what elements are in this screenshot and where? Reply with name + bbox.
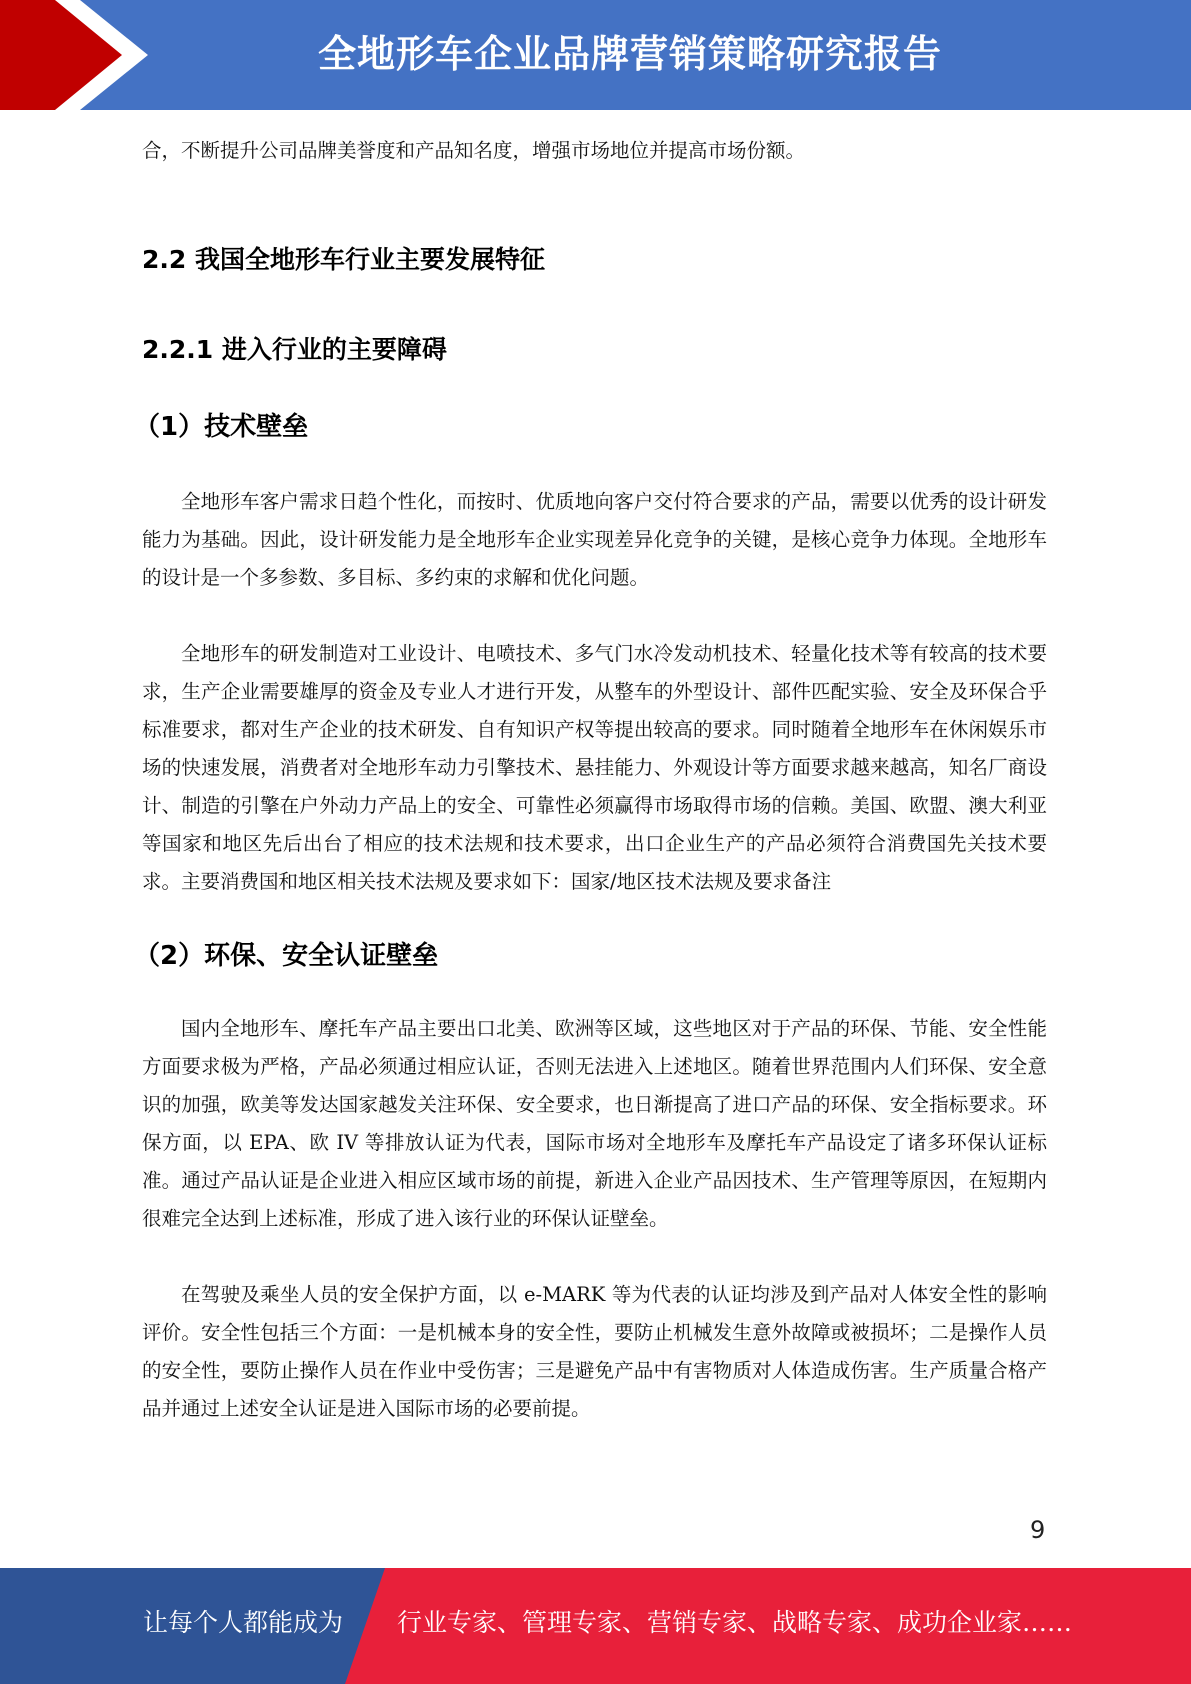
intro-continuation: 合，不断提升公司品牌美誉度和产品知名度，增强市场地位并提高市场份额。 (142, 139, 806, 162)
page-header (0, 0, 1191, 110)
page-number: 9 (1030, 1516, 1046, 1544)
section-heading: 2.2 我国全地形车行业主要发展特征 (142, 245, 545, 274)
subsection-heading: 2.2.1 进入行业的主要障碍 (142, 335, 447, 364)
item2-paragraph-1: 国内全地形车、摩托车产品主要出口北美、欧洲等区域，这些地区对于产品的环保、节能、安全性能方面要求极为严格，产品必须通过相应认证，否则无法进入上述地区。随着世界范围内人们环保、安全意识的加强，欧美等发达国家越发关注环保、安全要求，也日渐提高了进口产品的环保、安全指标要求。环保方面，以 EPA、欧 IV 等排放认证为代表，国际市场对全地形车及摩托车产品设定了诸多环保认证标准。通过产品认证是企业进入相应区域市场的前提，新进入企业产品因技术、生产管理等原因，在短期内很难完全达到上述标准，形成了进入该行业的环保认证壁垒。 (142, 1017, 1047, 1230)
footer-slogan-right: 行业专家、管理专家、营销专家、战略专家、成功企业家…… (397, 1608, 1073, 1637)
page-content (134, 130, 1047, 1428)
footer-slogan-left: 让每个人都能成为 (143, 1608, 344, 1637)
item2-heading: （2）环保、安全认证壁垒 (134, 941, 439, 971)
item1-heading: （1）技术壁垒 (134, 412, 309, 442)
item2-paragraph-2: 在驾驶及乘坐人员的安全保护方面，以 e-MARK 等为代表的认证均涉及到产品对人体安全性的影响评价。安全性包括三个方面：一是机械本身的安全性，要防止机械发生意外故障或被损坏；二是操作人员的安全性，要防止操作人员在作业中受伤害；三是避免产品中有害物质对人体造成伤害。生产质量合格产品并通过上述安全认证是进入国际市场的必要前提。 (142, 1283, 1047, 1420)
item1-paragraph-2: 全地形车的研发制造对工业设计、电喷技术、多气门水冷发动机技术、轻量化技术等有较高的技术要求，生产企业需要雄厚的资金及专业人才进行开发，从整车的外型设计、部件匹配实验、安全及环保合乎标准要求，都对生产企业的技术研发、自有知识产权等提出较高的要求。同时随着全地形车在休闲娱乐市场的快速发展，消费者对全地形车动力引擎技术、悬挂能力、外观设计等方面要求越来越高，知名厂商设计、制造的引擎在户外动力产品上的安全、可靠性必须赢得市场取得市场的信赖。美国、欧盟、澳大利亚等国家和地区先后出台了相应的技术法规和技术要求，出口企业生产的产品必须符合消费国先关技术要求。主要消费国和地区相关技术法规及要求如下：国家/地区技术法规及要求备注 (142, 642, 1047, 893)
report-title: 全地形车企业品牌营销策略研究报告 (318, 32, 943, 76)
item1-paragraph-1: 全地形车客户需求日趋个性化，而按时、优质地向客户交付符合要求的产品，需要以优秀的设计研发能力为基础。因此，设计研发能力是全地形车企业实现差异化竞争的关键，是核心竞争力体现。全地形车的设计是一个多参数、多目标、多约束的求解和优化问题。 (142, 490, 1047, 589)
page-footer (0, 1568, 1191, 1684)
